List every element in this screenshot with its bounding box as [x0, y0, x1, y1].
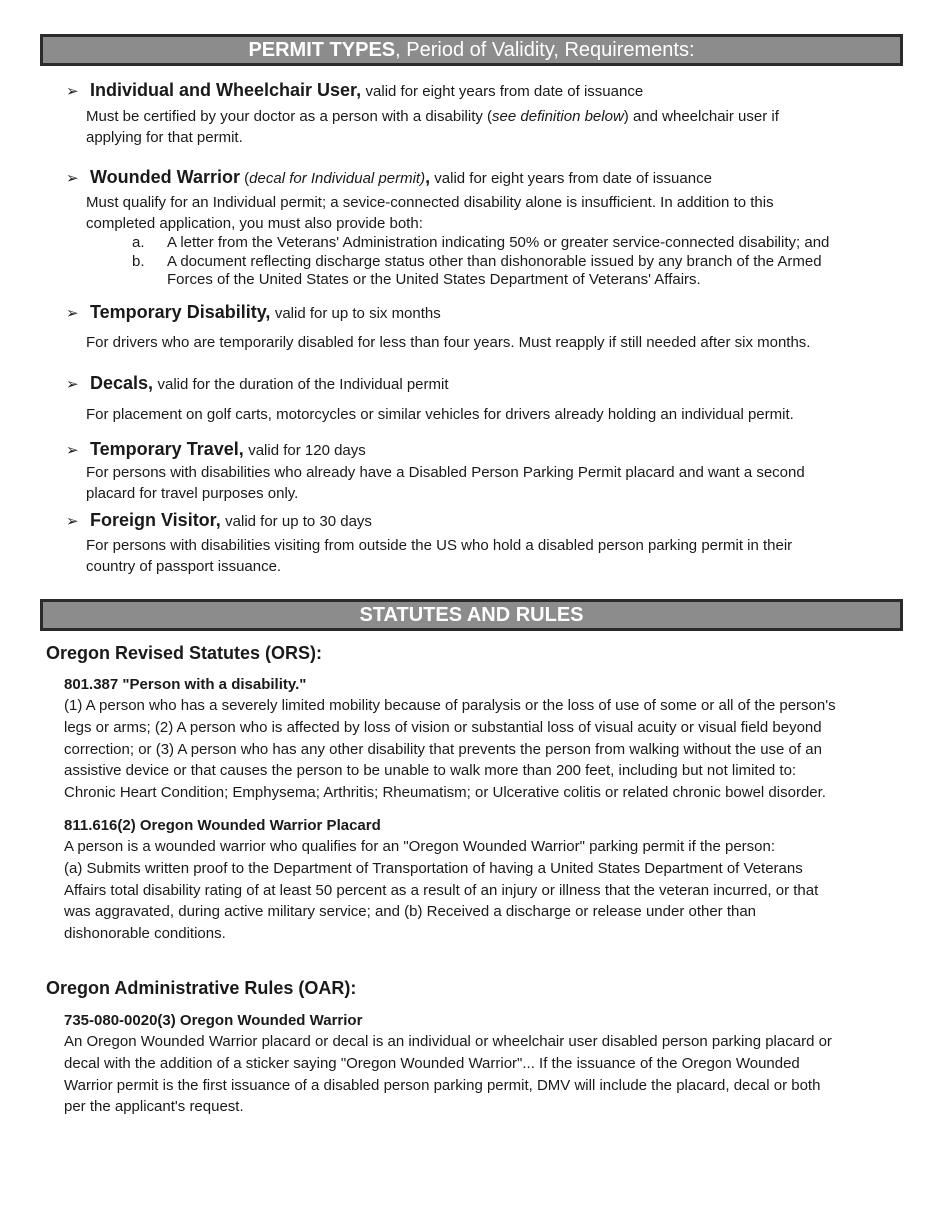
desc-text: completed application, you must also provide both: — [86, 215, 423, 232]
para-line: Affairs total disability rating of at least 50 percent as a result of an injury or illness that the veteran incurred, or that — [64, 881, 819, 899]
ors-heading: Oregon Revised Statutes (ORS): — [46, 643, 323, 663]
desc-text: ) and wheelchair user if — [623, 108, 779, 125]
para-line: Chronic Heart Condition; Emphysema; Arthritis; Rheumatism; or Ulcerative colitis or related chronic bowel disorder. — [64, 784, 826, 802]
arrow-bullet-icon: ➢ — [66, 376, 79, 393]
desc-text: country of passport issuance. — [86, 558, 282, 575]
permit-title: Temporary Travel, — [90, 439, 244, 459]
para-line: per the applicant's request. — [64, 1098, 244, 1116]
arrow-bullet-icon: ➢ — [66, 442, 79, 459]
paren: ( — [240, 170, 250, 187]
permit-individual-heading — [66, 80, 643, 101]
desc-text: Must be certified by your doctor as a person with a disability ( — [86, 108, 493, 125]
desc-text: placard for travel purposes only. — [86, 485, 299, 502]
permit-validity: valid for eight years from date of issuance — [365, 83, 644, 100]
banner-subtitle: , Period of Validity, Requirements: — [395, 39, 695, 61]
arrow-bullet-icon: ➢ — [66, 83, 79, 100]
arrow-bullet-icon: ➢ — [66, 170, 79, 187]
permit-title: Wounded Warrior — [90, 167, 240, 187]
para-line: An Oregon Wounded Warrior placard or decal is an individual or wheelchair user disabled person parking placard or — [64, 1033, 832, 1050]
permit-travel-desc — [86, 462, 866, 504]
ors-801-387-text — [64, 695, 874, 804]
list-letter: a. — [132, 234, 145, 251]
list-letter: b. — [132, 253, 145, 270]
list-text: A letter from the Veterans' Administration indicating 50% or greater service-connected disability; and — [167, 234, 830, 251]
permit-wounded-desc — [86, 192, 846, 234]
permit-validity: valid for 120 days — [248, 442, 366, 459]
oar-735-080-text — [64, 1031, 874, 1118]
desc-italic: see definition below — [492, 108, 624, 125]
desc-text: applying for that permit. — [86, 129, 243, 146]
statutes-banner-title: STATUTES AND RULES — [359, 604, 584, 626]
permit-wounded-heading — [66, 167, 712, 188]
para-line: (a) Submits written proof to the Department of Transportation of having a United States Department of Veterans — [64, 859, 803, 877]
desc-text: For persons with disabilities visiting from outside the US who hold a disabled person parking permit in their — [86, 537, 793, 554]
arrow-bullet-icon: ➢ — [66, 305, 79, 322]
permit-validity: valid for up to 30 days — [225, 513, 372, 530]
list-text: A document reflecting discharge status other than dishonorable issued by any branch of the Armed — [167, 253, 822, 270]
oar-heading: Oregon Administrative Rules (OAR): — [46, 978, 357, 998]
para-line: (1) A person who has a severely limited mobility because of paralysis or the loss of use of some or all of the person's — [64, 697, 836, 714]
permit-italic-note: decal for Individual permit) — [249, 170, 426, 187]
banner-bold-title: PERMIT TYPES — [248, 39, 396, 61]
permit-title: Individual and Wheelchair User, — [90, 80, 362, 100]
arrow-bullet-icon: ➢ — [66, 513, 79, 530]
list-text: Forces of the United States or the United States Department of Veterans' Affairs. — [167, 271, 701, 288]
statutes-banner — [40, 599, 903, 631]
permit-decals-heading — [66, 373, 449, 394]
para-line: legs or arms; (2) A person who is affected by loss of vision or substantial loss of visual acuity or visual field beyond — [64, 718, 822, 736]
ors-811-616-text — [64, 836, 874, 945]
permit-validity: valid for eight years from date of issuance — [430, 170, 712, 187]
para-line: assistive device or that causes the person to be unable to walk more than 200 feet, including but not limited to: — [64, 762, 797, 780]
permit-temporary-desc: For drivers who are temporarily disabled for less than four years. Must reapply if still needed after six months. — [86, 334, 811, 351]
permit-title: Decals, — [90, 373, 154, 393]
para-line: dishonorable conditions. — [64, 925, 226, 943]
permit-foreign-desc — [86, 535, 866, 577]
para-line: correction; or (3) A person who has any other disability that prevents the person from walking without the use of an — [64, 740, 822, 758]
desc-text: Must qualify for an Individual permit; a sevice-connected disability alone is insufficient. In addition to this — [86, 194, 774, 211]
permit-decals-desc: For placement on golf carts, motorcycles or similar vehicles for drivers already holding an individual permit. — [86, 406, 794, 423]
comma: , — [425, 167, 431, 187]
permit-foreign-heading — [66, 510, 372, 531]
para-line: Warrior permit is the first issuance of a disabled person parking permit, DMV will include the placard, decal or both — [64, 1076, 821, 1094]
permit-types-banner — [40, 34, 903, 66]
permit-title: Temporary Disability, — [90, 302, 271, 322]
para-line: was aggravated, during active military service; and (b) Received a discharge or release under other than — [64, 903, 757, 921]
permit-travel-heading — [66, 439, 366, 460]
desc-text: For persons with disabilities who already have a Disabled Person Parking Permit placard and want a second — [86, 464, 805, 481]
para-line: decal with the addition of a sticker saying "Oregon Wounded Warrior"... If the issuance of the Oregon Wounded — [64, 1054, 800, 1072]
permit-title: Foreign Visitor, — [90, 510, 221, 530]
permit-validity: valid for up to six months — [274, 305, 441, 322]
ors-801-387-title: 801.387 "Person with a disability." — [64, 676, 307, 693]
permit-temporary-heading — [66, 302, 441, 323]
permit-individual-desc — [86, 106, 826, 148]
oar-735-080-title: 735-080-0020(3) Oregon Wounded Warrior — [64, 1012, 363, 1029]
ors-811-616-title: 811.616(2) Oregon Wounded Warrior Placard — [64, 817, 381, 834]
permit-validity: valid for the duration of the Individual permit — [157, 376, 449, 393]
para-line: A person is a wounded warrior who qualifies for an "Oregon Wounded Warrior" parking permit if the person: — [64, 838, 776, 855]
